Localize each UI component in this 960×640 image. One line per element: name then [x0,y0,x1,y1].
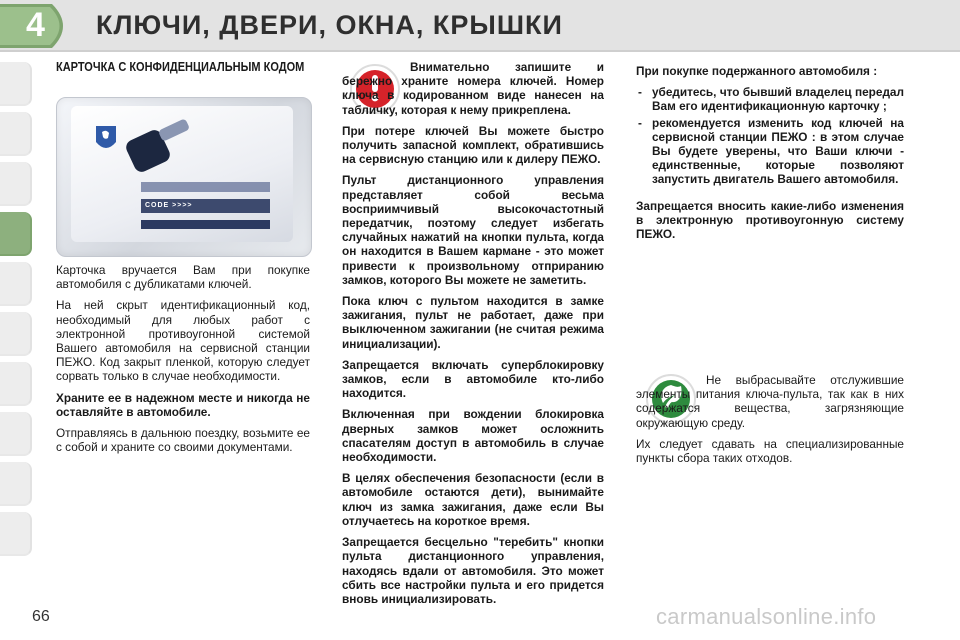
middle-paragraph-7: В целях обеспечения безопасности (если в автомобиле остаются дети), вынимайте ключ из замка зажигания, даже если Вы отлучаетесь на короткое время. [342,471,604,528]
middle-paragraph-1: Внимательно запишите и бережно храните номера ключей. Номер ключа в кодированном виде нанесен на табличку, которая к нему прикреплена. [342,60,604,117]
left-column [56,60,310,82]
eco-paragraph-1: Не выбрасывайте отслужившие элементы питания ключа-пульта, так как в них содержатся вещества, загрязняющие окружающую среду. [636,373,904,430]
side-tab-8[interactable] [0,412,32,456]
page-header [0,0,960,52]
side-tab-4-active[interactable] [0,212,32,256]
card-inner [71,106,293,242]
page-number: 66 [32,608,50,625]
key-icon [121,116,201,176]
card-stripe-dark [141,220,270,229]
middle-paragraph-6: Включенная при вождении блокировка дверных замков может осложнить спасателям доступ в автомобиль в случае необходимости. [342,407,604,465]
left-paragraph-3: Храните ее в надежном месте и никогда не оставляйте в автомобиле. [56,390,310,419]
middle-paragraph-4: Пока ключ с пультом находится в замке зажигания, пульт не работает, даже при выключенном зажигании (не считая режима инициализации). [342,294,604,351]
side-tab-9[interactable] [0,462,32,506]
side-tab-1[interactable] [0,62,32,106]
left-paragraph-1: Карточка вручается Вам при покупке автомобиля с дубликатами ключей. [56,263,310,292]
left-paragraph-2: На ней скрыт идентификационный код, необходимый для любых работ с электронной противоугонной системой Вашего автомобиля на сервисной станции ПЕЖО. Код закрыт пленкой, которую следует сорвать только в случае необходимости. [56,298,310,384]
side-tab-7[interactable] [0,362,32,406]
chapter-number: 4 [26,6,45,44]
card-stripe [141,182,270,192]
right-list [636,85,904,186]
eco-paragraph-2: Их следует сдавать на специализированные пункты сбора таких отходов. [636,436,904,466]
eco-text [636,373,904,472]
chapter-title: КЛЮЧИ, ДВЕРИ, ОКНА, КРЫШКИ [96,10,563,40]
middle-paragraph-8: Запрещается бесцельно "теребить" кнопки пульта дистанционного управления, находясь вдали от автомобиля. Это может сбить все настройки пульта и его придется вновь инициализировать. [342,535,604,606]
right-column [636,64,904,248]
left-text [56,263,310,461]
right-ban-paragraph: Запрещается вносить какие-либо изменения в электронную противоугонную систему ПЕЖО. [636,198,904,242]
watermark: carmanualsonline.info [656,604,877,629]
peugeot-lion-logo [93,124,119,154]
side-tab-6[interactable] [0,312,32,356]
right-heading: При покупке подержанного автомобиля : [636,64,878,78]
side-tab-10[interactable] [0,512,32,556]
section-title: КАРТОЧКА С КОНФИДЕНЦИАЛЬНЫМ КОДОМ [56,59,305,74]
card-code-label: CODE >>>> [141,199,270,213]
right-list-item: - рекомендуется изменить код ключей на сервисной станции ПЕЖО : в этом случае Вы будете уверены, что Ваши ключи - единственные, которые позволяют запустить двигатель Вашего автомобиля. [636,116,904,187]
right-list-item: - убедитесь, что бывший владелец передал Вам его идентификационную карточку ; [636,85,904,113]
middle-column [342,60,604,613]
code-card-image [56,97,312,257]
side-tab-3[interactable] [0,162,32,206]
sidebar-tabs [0,62,34,582]
side-tab-2[interactable] [0,112,32,156]
left-paragraph-4: Отправляясь в дальнюю поездку, возьмите ее с собой и храните со своими документами. [56,426,310,455]
middle-paragraph-3: Пульт дистанционного управления представляет собой весьма восприимчивый высокочастотный передатчик, поэтому следует избегать случайных нажатий на кнопки пульта, когда он находится в Вашем кармане - это может привести к произвольному отприранию замков, которого Вы можете не заметить. [342,173,604,287]
side-tab-5[interactable] [0,262,32,306]
middle-paragraph-2: При потере ключей Вы можете быстро получить запасной комплект, обратившись на сервисную станцию или к дилеру ПЕЖО. [342,123,604,167]
middle-paragraph-5: Запрещается включать суперблокировку замков, если в автомобиле кто-либо находится. [342,357,604,401]
